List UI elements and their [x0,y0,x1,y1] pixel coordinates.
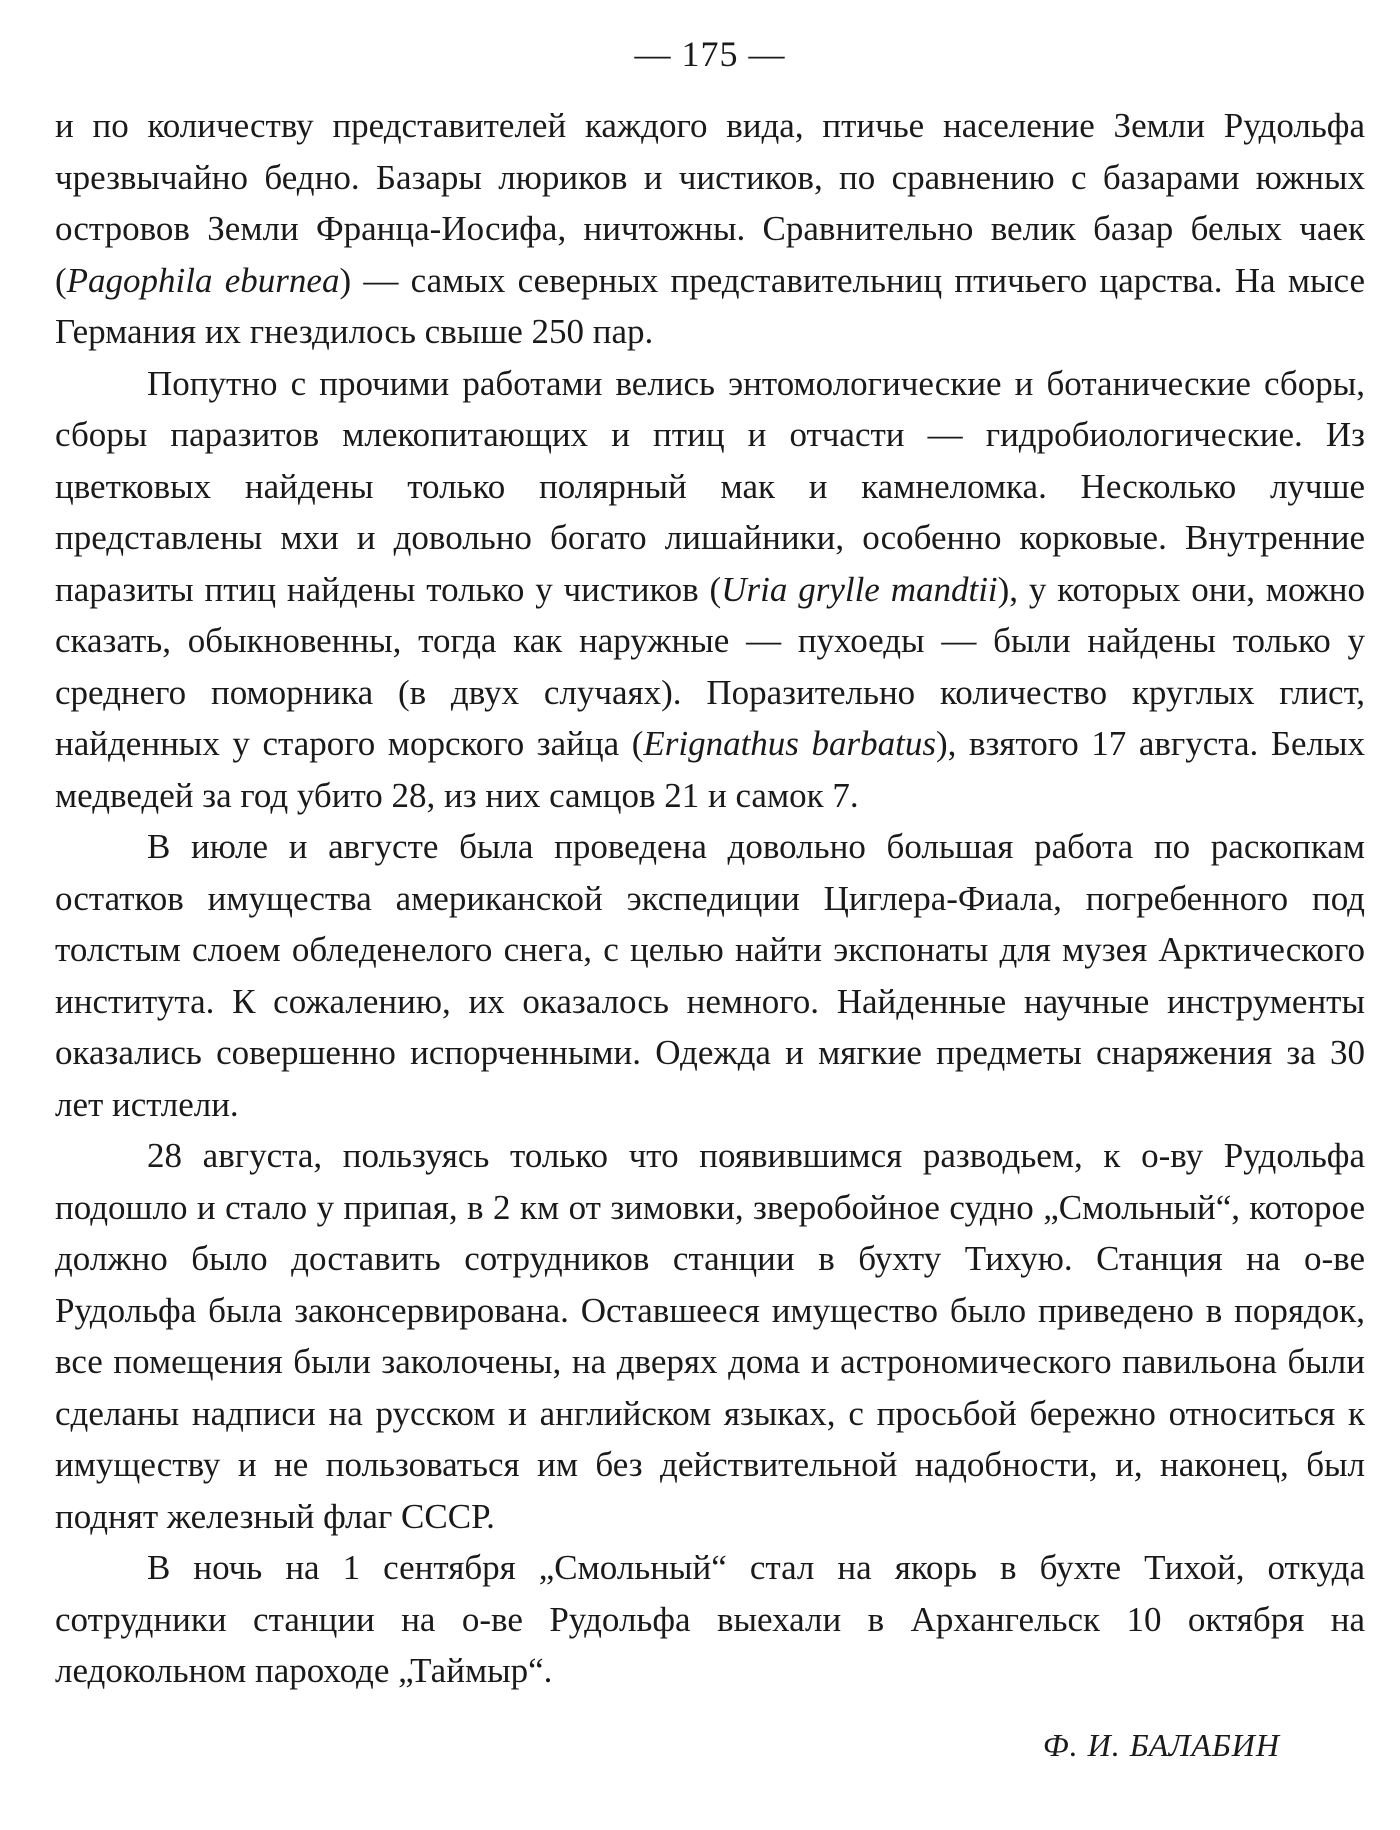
paragraph-text: и по количеству представителей каждого вида, птичье население Земли Рудольфа чрезвычайно бедно. Базары люриков и чистиков, по сравнению с базарами южных островов Земли Франца-Иосифа, ничтожны. Сравнительно велик базар белых чаек ( [55,106,1365,300]
paragraph-departure: В ночь на 1 сентября „Смольный“ стал на якорь в бухте Тихой, откуда сотрудники станции на о-ве Рудольфа выехали в Архангельск 10 октября на ледокольном пароходе „Таймыр“. [55,1548,1365,1690]
paragraph-excavations: В июле и августе была проведена довольно большая работа по раскопкам остатков имущества американской экспедиции Циглера-Фиала, погребенного под толстым слоем обледенелого снега, с целью найти экспонаты для музея Арктического института. К сожалению, их оказалось немного. Найденные научные инструменты оказались совершенно испорченными. Одежда и мягкие предметы снаряжения за 30 лет истлели. [55,827,1365,1124]
paragraph-bird-population [55,100,1365,358]
paragraph-text: ), у которых они, можно сказать, обыкновенны, тогда как наружные — пухоеды — были найдены только у среднего поморника (в двух случаях). Поразительно количество круглых глист, найденных у старого морского зайца ( [55,569,1365,763]
latin-species-name: Pagophila eburnea [66,260,340,300]
paragraph-smolny-arrival: 28 августа, пользуясь только что появившимся разводьем, к о-ву Рудольфа подошло и стало у припая, в 2 км от зимовки, зверобойное судно „Смольный“, которое должно было доставить сотрудников станции в бухту Тихую. Станция на о-ве Рудольфа была законсервирована. Оставшееся имущество было приведено в порядок, все помещения были заколочены, на дверях дома и астрономического павильона были сделаны надписи на русском и английском языках, с просьбой бережно относиться к имуществу и не пользоваться им без действительной надобности, и, наконец, был поднят железный флаг СССР. [55,1136,1365,1536]
paragraph-text: Попутно с прочими работами велись энтомологические и ботанические сборы, сборы паразитов млекопитающих и птиц и отчасти — гидробиологические. Из цветковых найдены только полярный мак и камнеломка. Несколько лучше представлены мхи и довольно богато лишайники, особенно корковые. Внутренние паразиты птиц найдены только у чистиков ( [55,363,1365,609]
paragraph-text: ) — самых северных представительниц птичьего царства. На мысе Германия их гнездилось свыше 250 пар. [55,260,1365,351]
page-number: — 175 — [634,34,786,74]
latin-species-name: Erignathus barbatus [643,724,936,763]
paragraph-text: ), взятого 17 августа. Белых медведей за год убито 28, из них самцов 21 и самок 7. [55,724,1365,815]
author-signature: Ф. И. БАЛАБИН [1042,1726,1280,1763]
latin-species-name: Uria grylle mandtii [721,569,998,609]
paragraph-collections [55,358,1365,822]
